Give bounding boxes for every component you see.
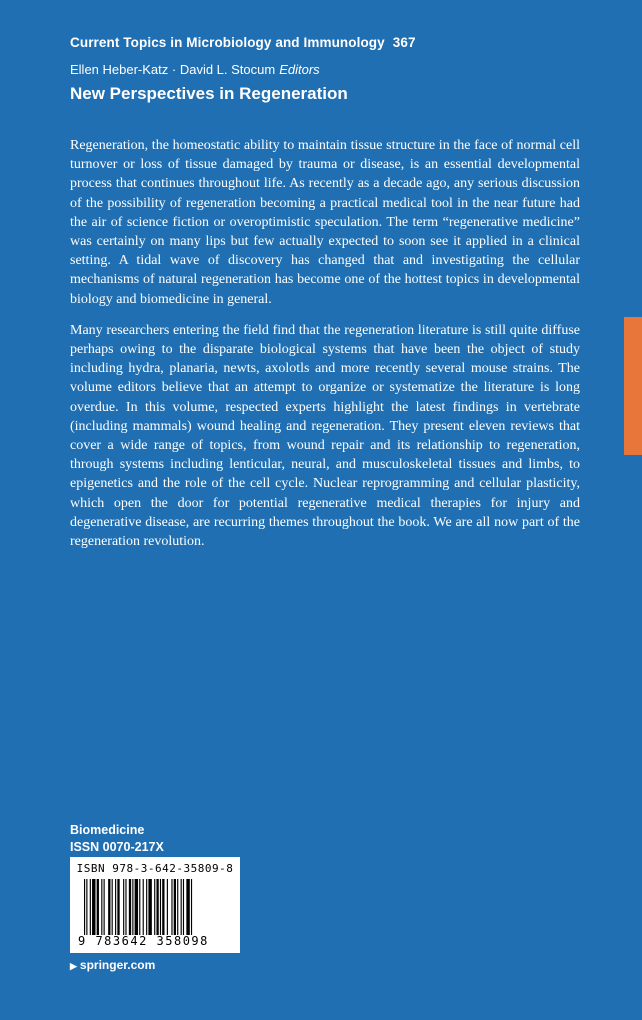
- barcode-bar: [101, 879, 102, 935]
- series-number: 367: [392, 35, 416, 50]
- barcode-bar: [191, 879, 192, 935]
- barcode-bar: [148, 879, 151, 935]
- barcode-bar: [167, 879, 168, 935]
- editor-names: Ellen Heber-Katz · David L. Stocum: [70, 62, 276, 77]
- barcode-bar: [125, 879, 126, 935]
- barcode-bar: [115, 879, 116, 935]
- barcode-bar: [112, 879, 113, 935]
- barcode-bar: [186, 879, 189, 935]
- subject-block: [70, 822, 164, 856]
- barcode-bar: [174, 879, 176, 935]
- barcode-bar: [181, 879, 182, 935]
- barcode-bars: [84, 879, 232, 935]
- barcode-bar: [146, 879, 147, 935]
- barcode-bar: [139, 879, 140, 935]
- book-title: New Perspectives in Regeneration: [70, 84, 348, 103]
- arrow-right-icon: ▶: [70, 961, 77, 971]
- barcode-bar: [154, 879, 155, 935]
- orange-edge-tab: [624, 317, 642, 455]
- barcode-bar: [92, 879, 95, 935]
- barcode-bar: [162, 879, 164, 935]
- barcode-bar: [177, 879, 178, 935]
- publisher-link[interactable]: [70, 958, 155, 972]
- barcode-bar: [104, 879, 105, 935]
- blurb-paragraph-2: Many researchers entering the field find that the regeneration literature is still quite diffuse perhaps owing to the disparate biological systems that have been the object of study including hydra, planaria, newts, axolotls and more recently several mouse strains. The volume editors believe that an attempt to organize or systematize the literature is long overdue. In this volume, respected experts highlight the latest findings in vertebrate (including mammals) wound healing and regeneration. They present eleven reviews that cover a wide range of topics, from wound repair and its relationship to regeneration, through systems including lenticular, neural, and musculoskeletal tissues and limbs, to epigenetics and the role of the cell cycle. Nuclear reprogramming and cellular plasticity, which open the door for potential regenerative medical therapies for injury and degenerative disease, are recurring themes throughout the book. We are all now part of the regeneration revolution.: [70, 322, 580, 550]
- barcode-bar: [86, 879, 87, 935]
- barcode-bar: [117, 879, 119, 935]
- editors-role: Editors: [279, 62, 320, 77]
- blurb-paragraph-1: Regeneration, the homeostatic ability to maintain tissue structure in the face of normal cell turnover or loss of tissue damaged by trauma or disease, is an essential developmental process that continues throughout life. As recently as a decade ago, any serious discussion of the possibility of regeneration becoming a practical medical tool in the near future had the air of science fiction or overoptimistic speculation. The term “regenerative medicine” was certainly on many lips but few actually expected to soon see it applied in a clinical setting. A tidal wave of discovery has changed that and investigating the cellular mechanisms of natural regeneration has become one of the hottest topics in developmental biology and biomedicine in general.: [70, 138, 580, 307]
- barcode-bar: [183, 879, 184, 935]
- barcode-bar: [123, 879, 124, 935]
- barcode-bar: [160, 879, 161, 935]
- barcode-digits: 9 783642 358098: [78, 934, 209, 948]
- barcode-bar: [143, 879, 144, 935]
- barcode-bar: [84, 879, 85, 935]
- barcode-bar: [156, 879, 158, 935]
- series-line: [70, 35, 416, 50]
- publisher-link-text: springer.com: [79, 958, 156, 972]
- barcode-bar: [90, 879, 91, 935]
- barcode-bar: [132, 879, 133, 935]
- series-name: Current Topics in Microbiology and Immunology: [70, 35, 385, 50]
- barcode-bar: [129, 879, 131, 935]
- subject-label: Biomedicine: [70, 823, 145, 837]
- barcode-bar: [135, 879, 138, 935]
- barcode-bar: [171, 879, 172, 935]
- issn-label: ISSN 0070-217X: [70, 840, 164, 854]
- barcode-bar: [108, 879, 110, 935]
- barcode-box: [70, 857, 240, 953]
- barcode-isbn-text: ISBN 978-3-642-35809-8: [76, 862, 234, 875]
- blurb: [70, 136, 580, 563]
- barcode-bar: [97, 879, 99, 935]
- editors-line: [70, 62, 320, 77]
